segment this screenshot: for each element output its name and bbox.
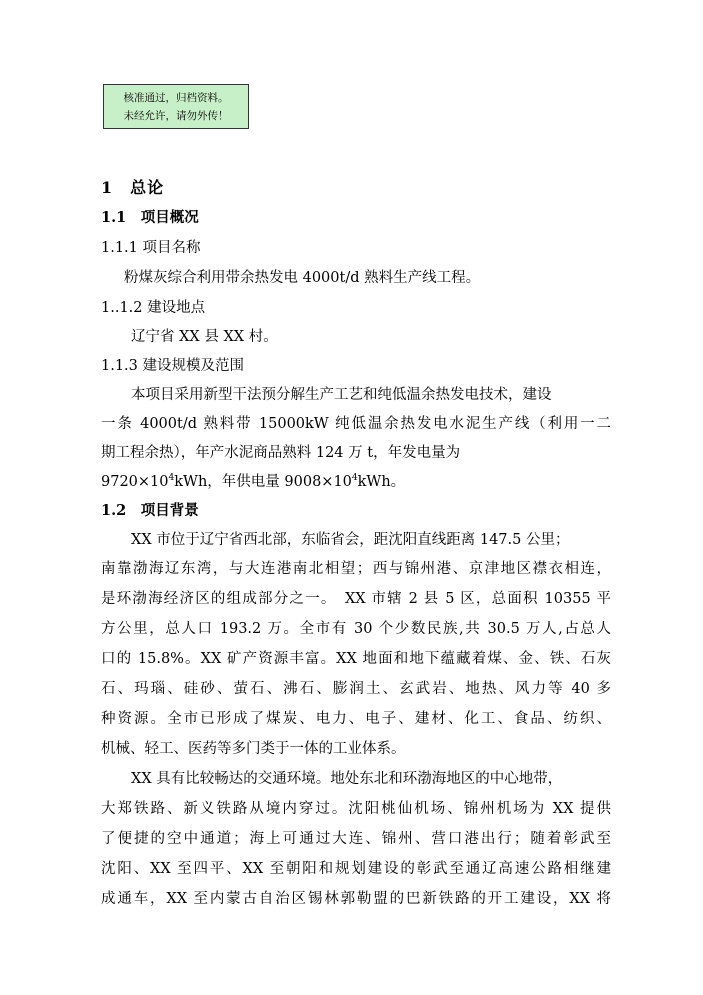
heading-1-1-3: 1.1.3 建设规模及范围: [101, 358, 245, 374]
background-p1-line-3: 是环渤海经济区的组成部分之一。 XX 市辖 2 县 5 区，总面积 10355 平: [101, 591, 611, 607]
project-name-text: 粉煤灰综合利用带余热发电 4000t/d 熟料生产线工程。: [124, 270, 481, 286]
scope-line-4: $9720\times 10^4kWh$，年供电量 $9008\times 10^4kWh$。: [101, 473, 406, 490]
heading-1-1-1: 1.1.1 项目名称: [101, 240, 201, 256]
background-p1-line-8: 机械、轻工、医药等多门类于一体的工业体系。: [101, 741, 406, 757]
heading-1-2: 1.2 项目背景: [101, 502, 199, 519]
heading-1: 1 总论: [101, 178, 165, 197]
background-p1-line-4: 方公里，总人口 193.2 万。全市有 30 个少数民族,共 30.5 万人,占总人: [101, 621, 611, 637]
background-p2-line-5: 成通车，XX 至内蒙古自治区锡林郭勒盟的巴新铁路的开工建设，XX 将: [101, 891, 611, 907]
background-p2-line-2: 大郑铁路、新义铁路从境内穿过。沈阳桃仙机场、锦州机场为 XX 提供: [101, 801, 611, 817]
background-p1-line-6: 石、玛瑙、硅砂、萤石、沸石、膨润土、玄武岩、地热、风力等 40 多: [101, 681, 611, 697]
background-p1-line-7: 种资源。全市已形成了煤炭、电力、电子、建材、化工、食品、纺织、: [101, 711, 611, 727]
stamp-line-1: 核准通过，归档资料。: [123, 92, 229, 104]
scope-line-2: 一条 4000t/d 熟料带 15000kW 纯低温余热发电水泥生产线（利用一二: [101, 416, 611, 432]
heading-1-1-2: 1..1.2 建设地点: [101, 300, 206, 316]
project-location-text: 辽宁省 XX 县 XX 村。: [131, 329, 278, 345]
archive-stamp: [103, 84, 249, 129]
background-p2-line-3: 了便捷的空中通道；海上可通过大连、锦州、营口港出行；随着彰武至: [101, 831, 611, 847]
stamp-line-2: 未经允许，请勿外传！: [123, 110, 229, 122]
heading-1-1: 1.1 项目概况: [101, 209, 199, 226]
background-p2-line-4: 沈阳、XX 至四平、XX 至朝阳和规划建设的彰武至通辽高速公路相继建: [101, 861, 611, 877]
background-p1-line-5: 口的 15.8%。XX 矿产资源丰富。XX 地面和地下蕴藏着煤、金、铁、石灰: [101, 651, 611, 667]
background-p1-line-1: XX 市位于辽宁省西北部，东临省会，距沈阳直线距离 147.5 公里；: [131, 532, 570, 548]
background-p2-line-1: XX 具有比较畅达的交通环境。地处东北和环渤海地区的中心地带，: [131, 771, 563, 787]
scope-line-3: 期工程余热），年产水泥商品熟料 124 万 t，年发电量为: [101, 445, 461, 461]
background-p1-line-2: 南靠渤海辽东湾，与大连港南北相望；西与锦州港、京津地区襟衣相连，: [101, 561, 611, 577]
scope-line-1: 本项目采用新型干法预分解生产工艺和纯低温余热发电技术，建设: [131, 387, 552, 403]
